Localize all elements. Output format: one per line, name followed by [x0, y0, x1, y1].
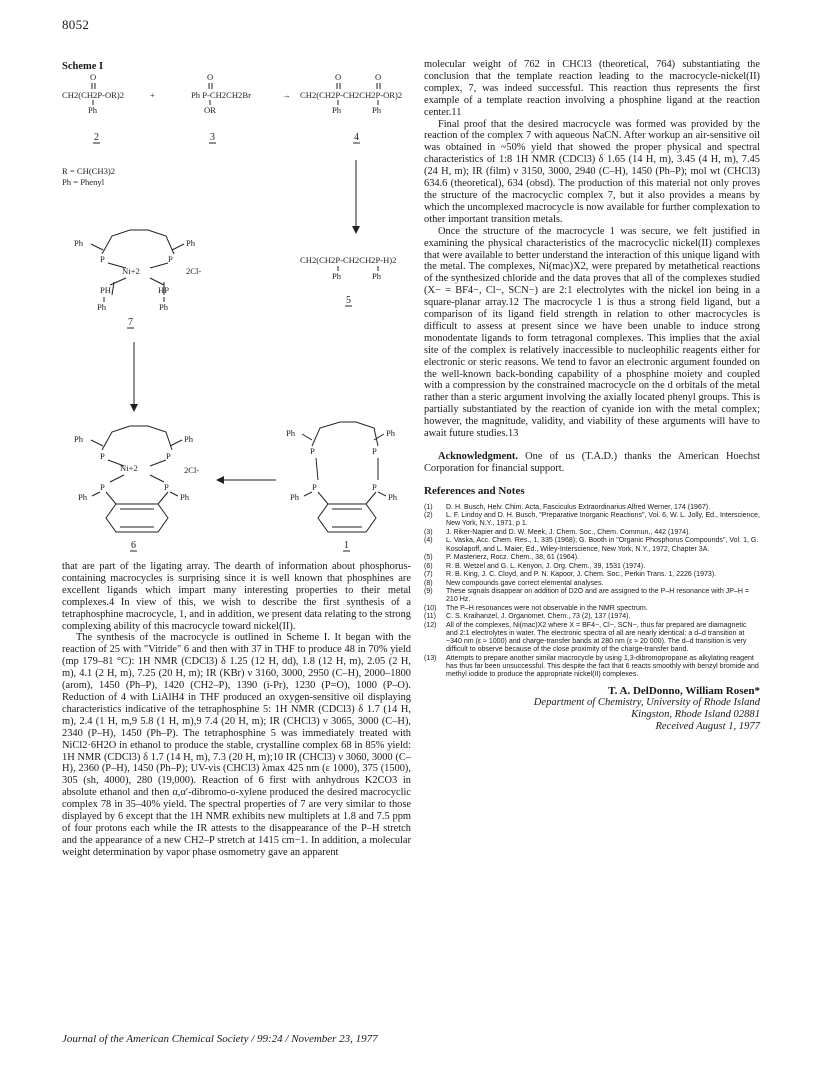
phosphorus-label: P	[372, 482, 377, 492]
compound-7-structure	[74, 426, 199, 551]
received-date: Received August 1, 1977	[655, 721, 760, 733]
reference-item: (2) L. F. Lindoy and D. H. Busch, "Preparative Inorganic Reactions", Vol. 6, W. L. Jolly, Ed., Interscience, New York, N.Y., 1971, p 1.	[424, 512, 760, 528]
page-number: 8052	[62, 17, 90, 32]
alkoxy-label: OR	[204, 105, 216, 115]
reference-item: (7) R. B. King, J. C. Cloyd, and P. N. Kapoor, J. Chem. Soc., Perkin Trans. 1, 2226 (1973).	[424, 571, 717, 579]
compound-6-structure	[74, 230, 201, 328]
phenyl-label: Ph	[372, 271, 382, 281]
references-heading: References and Notes	[424, 484, 525, 497]
reference-item: (9) These signals disappear on addition of D2O and are assigned to the P–H resonance with JP–H = 210 Hz.	[424, 588, 750, 604]
compound-number-6: 7	[128, 317, 133, 328]
right-column	[424, 59, 760, 733]
phenyl-label: Ph	[388, 492, 398, 502]
phenyl-label: Ph	[332, 105, 342, 115]
phenyl-label: Ph	[386, 428, 396, 438]
oxo-label: O	[90, 72, 97, 82]
phosphorus-label: P	[100, 451, 105, 461]
compound-number-3: 3	[210, 132, 215, 143]
compound-1-structure	[286, 422, 398, 551]
hp-label: HP	[158, 285, 169, 295]
compound-number-2: 2	[94, 132, 99, 143]
oxo-label: O	[335, 72, 342, 82]
phosphorus-label: P	[168, 254, 173, 264]
phenyl-label: Ph	[97, 302, 107, 312]
compound-3-formula: Ph P-CH2CH2Br	[191, 90, 251, 100]
compound-4-formula: CH2(CH2P-CH2CH2P-OR)2	[300, 90, 403, 100]
reaction-arrow: →	[282, 90, 291, 100]
legend-ph: Ph = Phenyl	[62, 177, 105, 187]
phenyl-label: Ph	[186, 238, 196, 248]
reference-item: (8) New compounds gave correct elemental analyses.	[424, 579, 604, 587]
chloride-label: 2Cl-	[186, 266, 202, 276]
compound-2-formula: CH2(CH2P-OR)2	[62, 90, 125, 100]
reference-item: (6) R. B. Wetzel and G. L. Kenyon, J. Org. Chem., 39, 1531 (1974).	[424, 562, 646, 570]
body-paragraph: that are part of the ligating array. The dearth of information about phosphorus-containing macrocycles is surprising since it is well known that phosphines are excellent ligands which impart many interesting properties to their metal complexes.4 In view of this, we wish to describe the first synthesis of a tetraphosphine macrocycle, 1, and in addition, we present data relating to the strong complexing ability of this macrocycle toward nickel(II).	[62, 561, 411, 632]
ph-label: PH	[100, 285, 111, 295]
reference-item: (3) J. Riker-Napier and D. W. Meek, J. Chem. Soc., Chem. Commun., 442 (1974).	[424, 528, 691, 536]
scheme-title: Scheme I	[62, 61, 104, 72]
acknowledgment	[424, 451, 760, 475]
reference-item: (11) C. S. Kraihanzel, J. Organomet. Chem., 73 (2), 137 (1974).	[424, 613, 631, 621]
phenyl-label: Ph	[180, 492, 190, 502]
compound-5-formula: CH2(CH2P-CH2CH2P-H)2	[300, 255, 397, 265]
author-block	[424, 686, 760, 734]
oxo-label: O	[375, 72, 382, 82]
phenyl-label: Ph	[286, 428, 296, 438]
affiliation-line: Kingston, Rhode Island 02881	[631, 709, 760, 721]
reference-item: (5) P. Masterierz, Rocz. Chem., 38, 61 (1964).	[424, 554, 580, 562]
phosphorus-label: P	[100, 482, 105, 492]
phosphorus-label: P	[312, 482, 317, 492]
phenyl-label: Ph	[159, 302, 169, 312]
plus-sign: +	[150, 90, 155, 100]
compound-number-1: 1	[344, 540, 349, 551]
phosphorus-label: P	[310, 446, 315, 456]
phenyl-label: Ph	[372, 105, 382, 115]
authors: T. A. DelDonno, William Rosen*	[608, 684, 760, 697]
affiliation-line: Department of Chemistry, University of Rhode Island	[533, 697, 760, 709]
phenyl-label: Ph	[332, 271, 342, 281]
reference-item: (1) D. H. Busch, Helv. Chim. Acta, Fasciculus Extraordinarius Alfred Werner, 174 (1967).	[424, 503, 711, 511]
phenyl-label: Ph	[74, 434, 84, 444]
body-paragraph: Once the structure of the macrocycle 1 was secure, we felt justified in examining the physical characteristics of the macrocyclic nickel(II) complexes that were available to better understand the interaction of this unique ligand with the metal. The complexes, Ni(mac)X2, were prepared by metathetical reactions of the synthesized chloride and the data proves that all of the complexes studied (X− = BF4−, Cl−, SCN−) are 2:1 electrolytes with the nickel ion being in a square-planar array.12 The macrocycle 1 is thus a strong field ligand, but a comparison of its ligand field strength in relation to other macrocycles is difficult to assess at present since we have been unable to induce strong monodentate ligands to form tetragonal complexes. This implies that the axial site of the complex is relatively inaccessible to nucleophilic reagents either for electronic or steric reasons. We tend to favor an electronic argument founded on the well-known back-bonding capability of a phosphine moiety and coupled with a compression by the constrained macrocycle on the d orbitals of the metal rather than a steric argument involving the axially located phenyl groups. This is partially substantiated by the reaction of cyanide ion with the metal complex; however, the magnitude, validity, and viability of these arguments will have to await future studies.13	[424, 225, 760, 440]
reference-item: (4) L. Vaska, Acc. Chem. Res., 1, 335 (1968); G. Booth in "Organic Phosphorus Compounds", Vol. 1, G. Kosolapoff, and L. Maier, Ed., Wiley-Interscience, New York, N.Y., 1972, Chapter 3A.	[424, 537, 759, 553]
reference-item: (12) All of the complexes, Ni(mac)X2 where X = BF4−, Cl−, SCN−, thus far prepared are diamagnetic and 2:1 electrolytes in water. The electronic spectra of all are nearly identical: a d–d transition at ~340 nm (ε ≈ 1000) and charge-transfer bands at 280 nm (ε ≈ 20 000). The d–d transition is very difficult to observe because of the close proximity of the charge-transfer band.	[424, 621, 747, 654]
references-list	[424, 504, 760, 680]
compound-number-4: 4	[354, 132, 359, 143]
oxo-label: O	[207, 72, 214, 82]
nickel-label: Ni+2	[122, 266, 140, 276]
phenyl-label: Ph	[88, 105, 98, 115]
body-paragraph: The synthesis of the macrocycle is outlined in Scheme I. It began with the reaction of 25 with "Vitride" 6 and then with 37 in THF to produce 48 in 70% yield (mp 179–81 °C): 1H NMR (CDCl3) δ 1.25 (12 H, dd), 1.8 (12 H, m), 2.05 (2 H, m), 4.1 (2 H, m), 7.25 (20 H, m); IR (KBr) ν 3160, 3000, 2950 (C–H), 2000–1800 (arom), 1450 (Ph–P), 1420 (CH2–P), 1390 (i-Pr), 1230 (P=O), 1000 (P–O). Reduction of 4 with LiAlH4 in THF produced an oxygen-sensitive oil displaying characteristics indicative of the tetraphosphine 5: 1H NMR (CDCl3) δ 1.7 (14 H, m), 2.4 (1 H, m,9 5.8 (1 H, m),9 7.4 (20 H, m); IR (CHCl3) ν 3065, 3000 (C–H), 2340 (P–H), 1450 (Ph–P). The tetraphosphine 5 was immediately treated with NiCl2·6H2O in ethanol to produce the stable, crystalline complex 68 in 85% yield: 1H NMR (CDCl3) δ 1.7 (14 H, m), 7.3 (20 H, m);10 IR (CHCl3) ν 3060, 3000 (C–H), 2360 (P–H), 1450 (Ph–P); UV-vis (CHCl3) λmax 425 nm (ε 1000), 375 (1500), 305 (sh, 4000), 280 (19,000). Reaction of 6 first with anhydrous K2CO3 in absolute ethanol and then α,α′-dibromo-o-xylene produced the desired macrocyclic complex 78 in 35–40% yield. The spectral properties of 7 are very similar to those displayed by 6 except that the 1H NMR exhibits new multiplets at 1.8 and 7.5 ppm of four protons each while the IR attests to the disappearance of the P–H stretch and the appearance of a new CH2–P stretch at 1415 cm−1. In addition, a molecular weight determination by vapor phase osmometry gave an apparent	[62, 632, 411, 858]
nickel-label: Ni+2	[120, 463, 138, 473]
body-paragraph: Final proof that the desired macrocycle was formed was provided by the reaction of the complex 7 with aqueous NaCN. After workup an air-sensitive oil was obtained in ~50% yield that showed the proper physical and spectral characteristics of 1:8 1H NMR (CDCl3) δ 1.65 (14 H, m), 3.45 (4 H, m), 7.45 (24 H, m); IR (film) ν 3150, 3000, 2940 (C–H), 1450 (Ph–P); mol wt (CHCl3) 634.6 (theoretical), 634 (obsd). The production of this material not only proves the structure of the macrocyclic complex 7, but it also provides a means by which the uncomplexed macrocycle is now available for further complexation to other important transition metals.	[424, 118, 760, 225]
phenyl-label: Ph	[290, 492, 300, 502]
body-paragraph: molecular weight of 762 in CHCl3 (theoretical, 764) substantiating the conclusion that the template reaction leading to the macrocycle-nickel(II) complex, 7, was indeed successful. This reaction thus represents the first example of a template reaction involving a phosphine ligand at the reaction center.11	[424, 59, 760, 118]
phenyl-label: Ph	[78, 492, 88, 502]
legend-r: R = CH(CH3)2	[62, 166, 116, 176]
journal-footer: Journal of the American Chemical Society / 99:24 / November 23, 1977	[62, 1033, 378, 1045]
phosphorus-label: P	[372, 446, 377, 456]
acknowledgment-label: Acknowledgment.	[438, 451, 518, 462]
acknowledgment-text: One of us (T.A.D.) thanks the American Hoechst Corporation for financial support.	[424, 451, 760, 474]
phosphorus-label: P	[166, 451, 171, 461]
reference-item: (13) Attempts to prepare another similar macrocycle by using 1,3-dibromopropane as alkylating reagent has thus far been unsuccessful. This despite the fact that 6 reacts smoothly with benzyl bromide and methyl iodide to produce the appropriate nickel(II) complexes.	[424, 654, 759, 679]
phenyl-label: Ph	[184, 434, 194, 444]
compound-number-7: 6	[131, 540, 136, 551]
reference-item: (10) The P–H resonances were not observable in the NMR spectrum.	[424, 604, 648, 612]
compound-number-5: 5	[346, 295, 351, 306]
chloride-label: 2Cl-	[184, 465, 200, 475]
phosphorus-label: P	[100, 254, 105, 264]
phosphorus-label: P	[164, 482, 169, 492]
left-column	[62, 561, 411, 859]
phenyl-label: Ph	[74, 238, 84, 248]
